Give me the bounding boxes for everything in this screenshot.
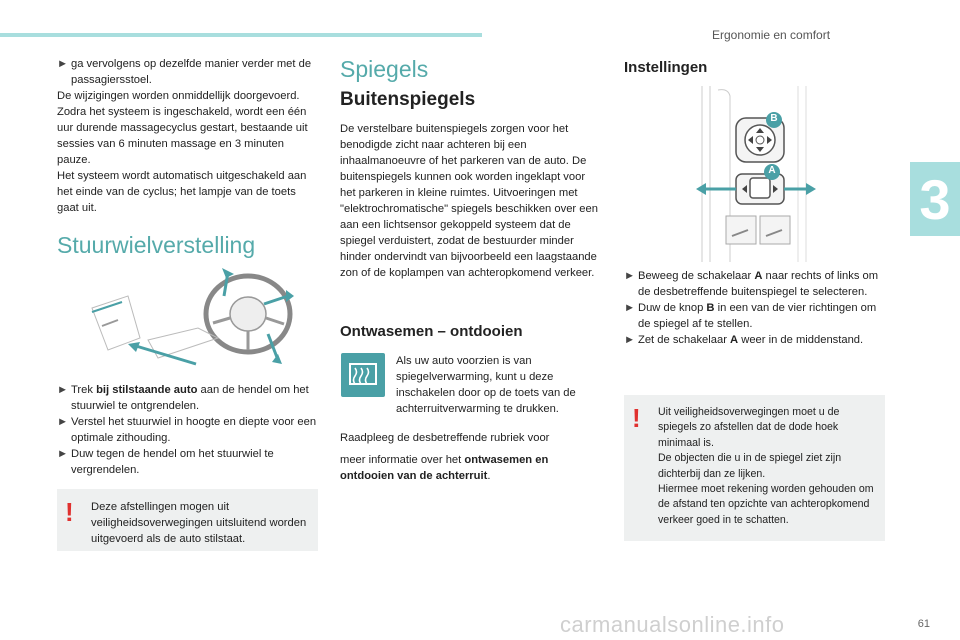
rear-defrost-icon: [341, 353, 385, 397]
list-item: ► Duw de knop B in een van de vier richtingen om de spiegel af te stellen.: [624, 302, 877, 330]
heading-mirrors: Spiegels: [340, 56, 429, 82]
see-also-line-2: meer informatie over het ontwasemen en ontdooien van de achterruit.: [340, 454, 549, 482]
paragraph: Het systeem wordt automatisch uitgeschakeld aan het einde van de cyclus; het lampje van de toets gaat uit.: [57, 170, 307, 214]
header-accent-bar: [0, 33, 482, 37]
bullet-arrow-icon: ►: [624, 302, 636, 314]
list-item: ► Zet de schakelaar A weer in de middenstand.: [624, 334, 864, 346]
bullet-arrow-icon: ►: [57, 58, 69, 70]
see-also-line-1: Raadpleeg de desbetreffende rubriek voor: [340, 432, 550, 444]
heading-settings: Instellingen: [624, 59, 708, 76]
heading-exterior-mirrors: Buitenspiegels: [340, 89, 476, 110]
heading-defrost: Ontwasemen – ontdooien: [340, 323, 523, 340]
list-item: ► ga vervolgens op dezelfde manier verder met de passagiersstoel.: [57, 58, 312, 86]
bullet-arrow-icon: ►: [57, 448, 69, 460]
list-item: ► Beweeg de schakelaar A naar rechts of links om de desbetreffende buitenspiegel te selecteren.: [624, 270, 879, 298]
watermark: carmanualsonline.info: [560, 612, 785, 637]
mirror-control-illustration: [688, 86, 818, 262]
steering-wheel-illustration: [88, 268, 298, 372]
left-column: [57, 56, 319, 216]
settings-steps: [624, 268, 886, 348]
bullet-arrow-icon: ►: [57, 416, 69, 428]
warning-box-steering: ! Deze afstellingen mogen uit veiligheidsoverwegingen uitsluitend worden uitgevoerd als de auto stilstaat.: [57, 489, 318, 551]
bullet-arrow-icon: ►: [624, 270, 636, 282]
warning-box-mirrors: ! Uit veiligheidsoverwegingen moet u de spiegels zo afstellen dat de dode hoek minimaal is. De objecten die u in de spiegel ziet zijn dichterbij dan ze lijken. Hiermee moet rekening worden gehouden om de afstand ten opzichte van achteropkomend verkeer goed in te schatten.: [624, 395, 885, 541]
heading-steering: Stuurwielverstelling: [57, 232, 256, 258]
chapter-tab: 3: [910, 162, 960, 236]
list-item: ► Duw tegen de hendel om het stuurwiel te vergrendelen.: [57, 448, 274, 476]
paragraph: De wijzigingen worden onmiddellijk doorgevoerd.: [57, 90, 300, 102]
page-number: 61: [917, 618, 930, 630]
list-item: ► Trek bij stilstaande auto aan de hendel om het stuurwiel te ontgrendelen.: [57, 384, 309, 412]
steering-steps: [57, 382, 319, 478]
list-item: ► Verstel het stuurwiel in hoogte en diepte voor een optimale zithouding.: [57, 416, 317, 444]
defrost-text: Als uw auto voorzien is van spiegelverwarming, kunt u deze inschakelen door op de toets van de achterruitverwarming te drukken.: [396, 355, 576, 415]
mirrors-body: De verstelbare buitenspiegels zorgen voor het benodigde zicht naar achteren bij een inhaalmanoeuvre of het parkeren van de auto. De buitenspiegels kunnen ook worden ingeklapt voor het parkeren in kleine ruimtes. Uitvoeringen met "elektrochromatische" spiegels beschikken over een aan een lichtsensor gekoppeld systeem dat de spiegel verduistert, zodat de bestuurder minder hinder ondervindt van bijvoorbeeld een laagstaande zon of de koplampen van achteropkomend verkeer.: [340, 123, 598, 279]
bullet-arrow-icon: ►: [624, 334, 636, 346]
warning-icon: !: [65, 497, 74, 527]
label-b: B: [770, 113, 778, 124]
warning-icon: !: [632, 403, 641, 433]
label-a: A: [768, 165, 776, 176]
section-title: Ergonomie en comfort: [712, 28, 831, 42]
paragraph: Zodra het systeem is ingeschakeld, wordt een één uur durende massagecyclus gestart, bestaande uit sessies van 6 minuten massage en 3 minuten pauze.: [57, 106, 308, 166]
bullet-arrow-icon: ►: [57, 384, 69, 396]
